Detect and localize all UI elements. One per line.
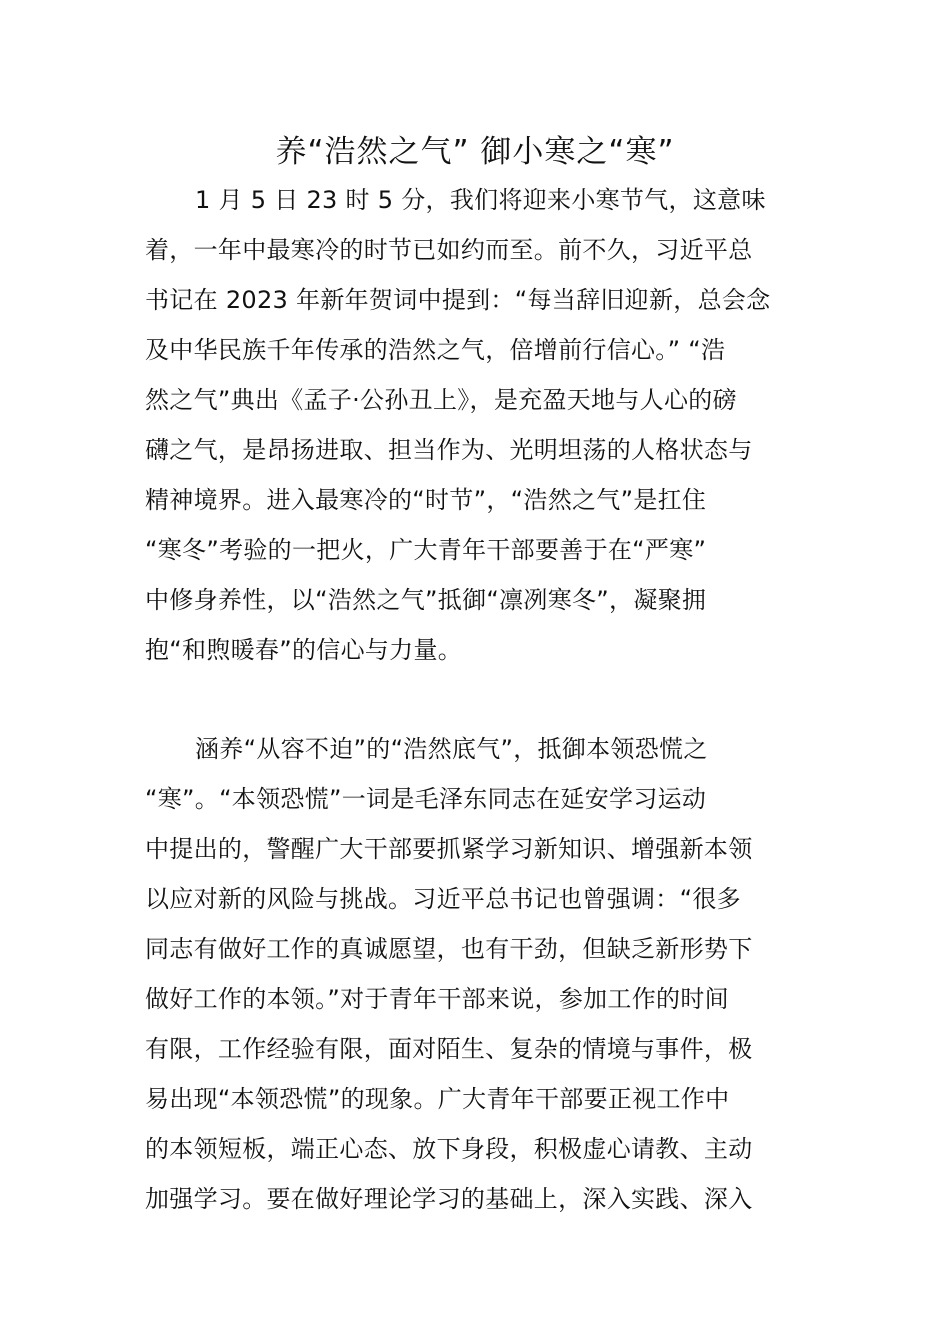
paragraph-line: 中提出的，警醒广大干部要抓紧学习新知识、增强新本领 <box>145 835 753 863</box>
paragraph-line: “寒”。“本领恐慌”一词是毛泽东同志在延安学习运动 <box>145 785 707 813</box>
paragraph-line: 的本领短板，端正心态、放下身段，积极虚心请教、主动 <box>145 1135 753 1163</box>
paragraph-line: 着，一年中最寒冷的时节已如约而至。前不久，习近平总 <box>145 236 753 264</box>
paragraph-line: 中修身养性，以“浩然之气”抵御“凛冽寒冬”，凝聚拥 <box>145 586 707 614</box>
paragraph-line: 抱“和煦暖春”的信心与力量。 <box>145 636 463 664</box>
paragraph-line: 精神境界。进入最寒冷的“时节”，“浩然之气”是扛住 <box>145 486 707 514</box>
paragraph-line: 做好工作的本领。”对于青年干部来说，参加工作的时间 <box>145 985 729 1013</box>
paragraph-line: 1 月 5 日 23 时 5 分，我们将迎来小寒节气，这意味 <box>195 186 766 214</box>
paragraph-line: 然之气”典出《孟子·公孙丑上》，是充盈天地与人心的磅 <box>145 386 737 414</box>
paragraph-line: “寒冬”考验的一把火，广大青年干部要善于在“严寒” <box>145 536 707 564</box>
document-title: 养“浩然之气” 御小寒之“寒” <box>275 134 675 170</box>
paragraph-line: 有限，工作经验有限，面对陌生、复杂的情境与事件，极 <box>145 1035 753 1063</box>
paragraph-2 <box>145 724 815 1224</box>
paragraph-line: 加强学习。要在做好理论学习的基础上，深入实践、深入 <box>145 1185 753 1213</box>
paragraph-line: 及中华民族千年传承的浩然之气，倍增前行信心。” “浩 <box>145 336 726 364</box>
paragraph-line: 涵养“从容不迫”的“浩然底气”，抵御本领恐慌之 <box>195 735 708 763</box>
paragraph-line: 易出现“本领恐慌”的现象。广大青年干部要正视工作中 <box>145 1085 730 1113</box>
paragraph-line: 书记在 2023 年新年贺词中提到：“每当辞旧迎新，总会念 <box>145 286 771 314</box>
paragraph-line: 礴之气，是昂扬进取、担当作为、光明坦荡的人格状态与 <box>145 436 753 464</box>
paragraph-line: 同志有做好工作的真诚愿望，也有干劲，但缺乏新形势下 <box>145 935 753 963</box>
paragraph-line: 以应对新的风险与挑战。习近平总书记也曾强调：“很多 <box>145 885 741 913</box>
paragraph-1 <box>145 175 815 675</box>
